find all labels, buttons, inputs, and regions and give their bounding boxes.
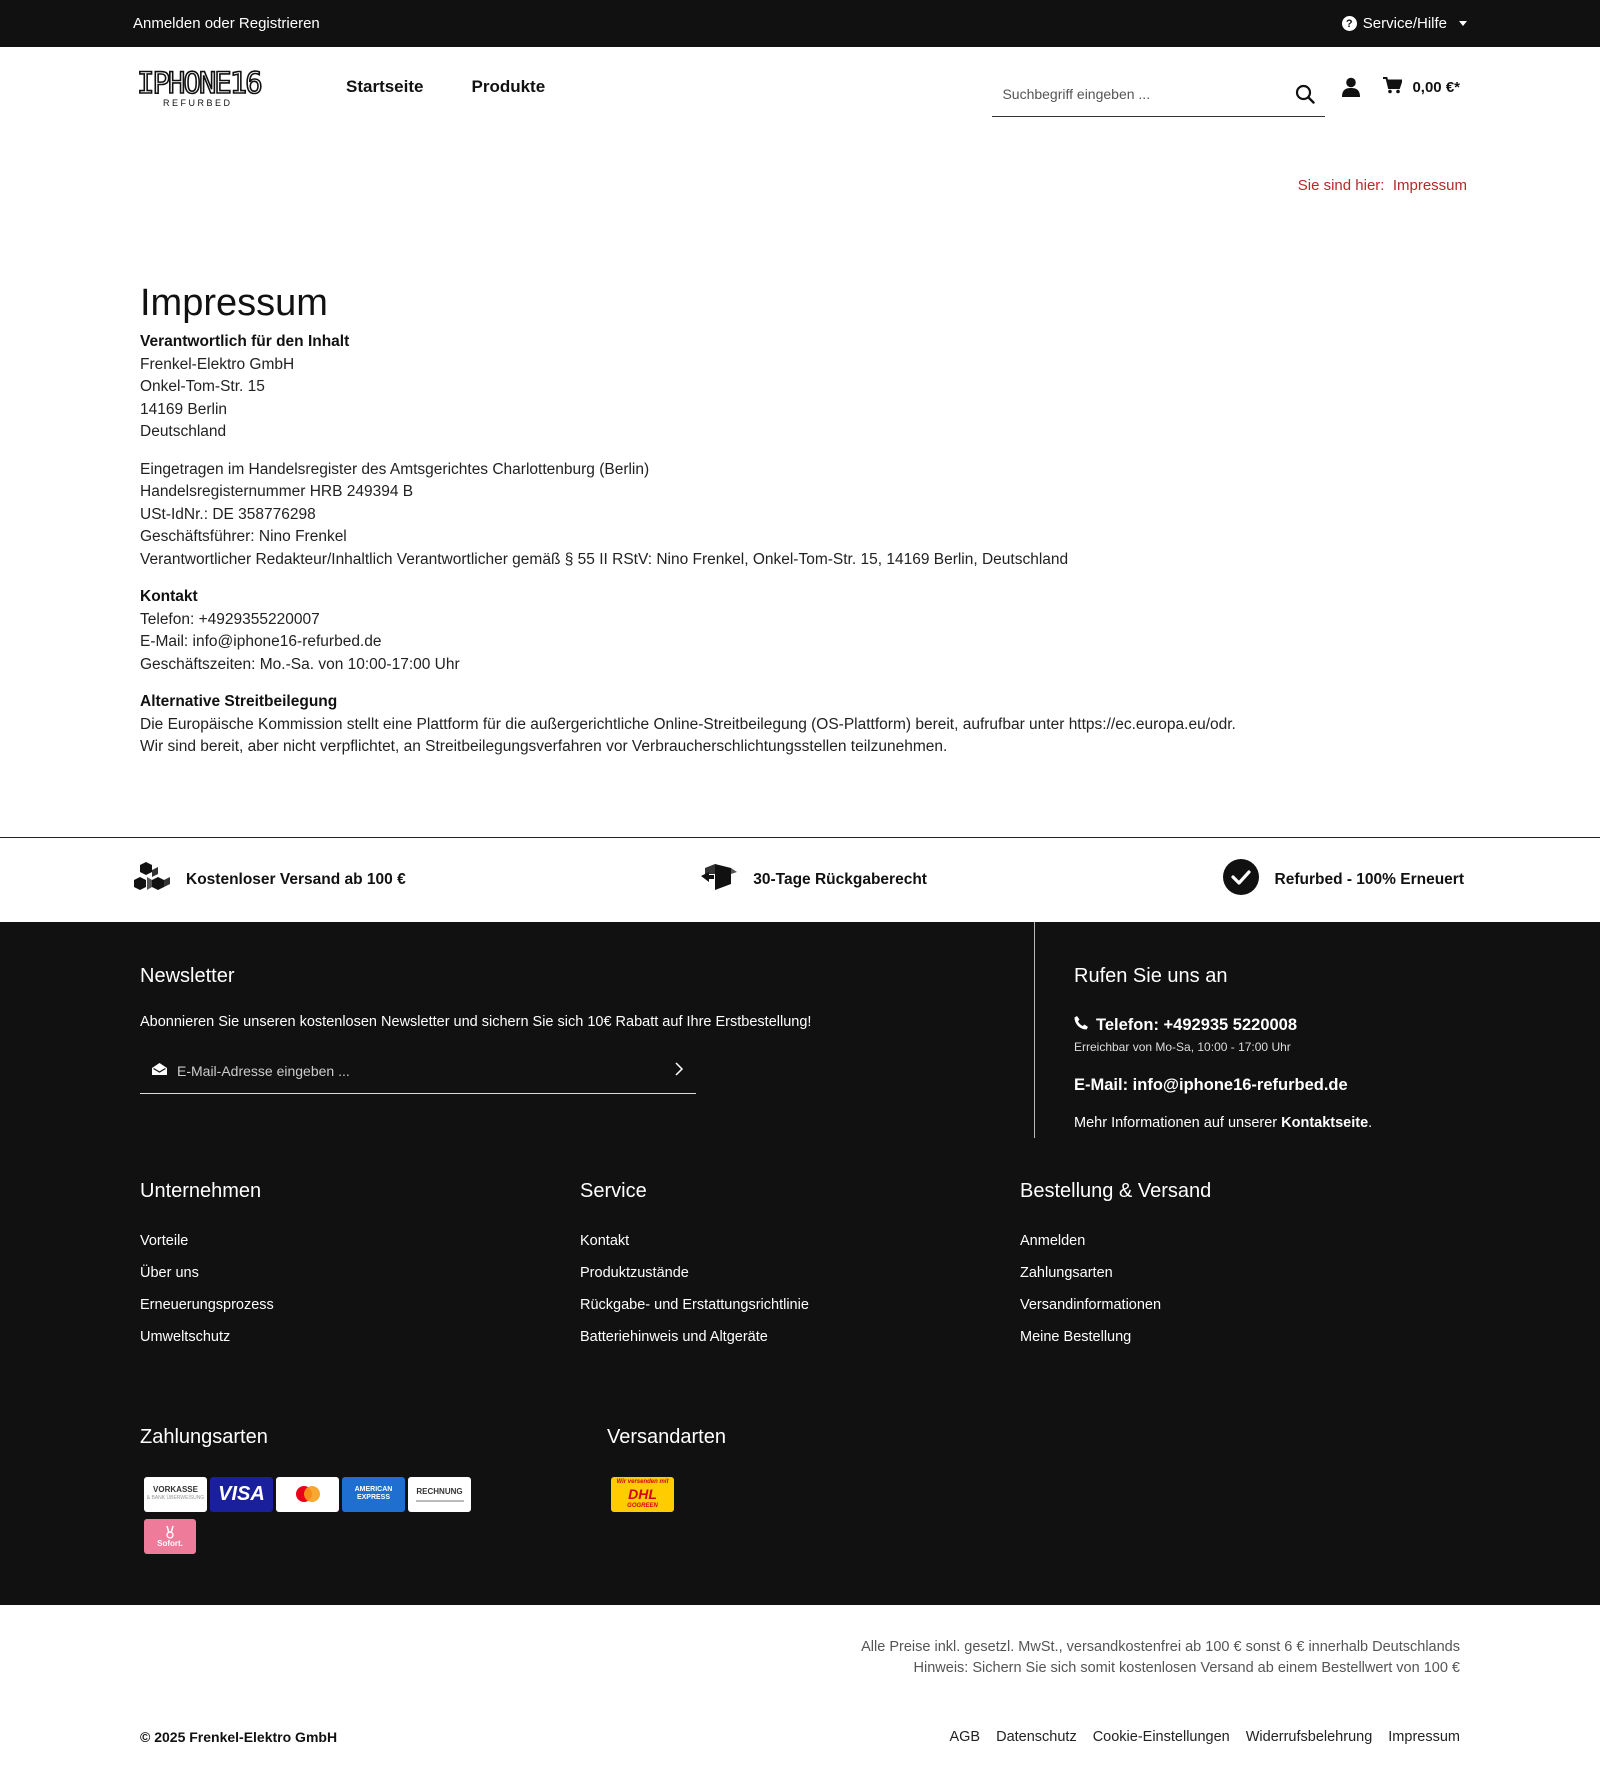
footer-link[interactable]: Vorteile — [140, 1232, 189, 1249]
footer-col-title: Unternehmen — [140, 1179, 262, 1202]
block-responsible — [140, 331, 1460, 444]
sofort-label: Sofort. — [157, 1538, 183, 1548]
payment-title: Zahlungsarten — [140, 1425, 268, 1448]
main-content — [140, 217, 1460, 759]
newsletter-email-input[interactable] — [177, 1063, 664, 1079]
footer-link[interactable]: Kontakt — [580, 1232, 630, 1249]
cart-total: 0,00 €* — [1412, 78, 1460, 96]
link-widerruf[interactable]: Widerrufsbelehrung — [1245, 1728, 1373, 1745]
service-help-dropdown[interactable] — [1342, 15, 1467, 32]
envelope-icon — [152, 1062, 167, 1080]
nav-produkte[interactable]: Produkte — [471, 77, 546, 96]
cart-icon — [1383, 77, 1402, 98]
search-input[interactable] — [1002, 86, 1295, 102]
price-notice — [140, 1605, 1460, 1679]
shipping-logos — [607, 1477, 967, 1512]
text-line: Frenkel-Elektro GmbH — [140, 355, 295, 373]
newsletter-title: Newsletter — [140, 964, 235, 987]
footer-link[interactable]: Rückgabe- und Erstattungsrichtlinie — [580, 1296, 809, 1313]
more-prefix: Mehr Informationen auf unserer — [1074, 1114, 1278, 1131]
text-line: Onkel-Tom-Str. 15 — [140, 378, 265, 395]
text-line: Telefon: +4929355220007 — [140, 610, 320, 628]
text-line: Eingetragen im Handelsregister des Amtsgerichtes Charlottenburg (Berlin) — [140, 460, 650, 478]
footer-link[interactable]: Erneuerungsprozess — [140, 1296, 274, 1313]
visa-logo: VISA — [210, 1477, 273, 1512]
site-logo[interactable] — [136, 65, 306, 109]
newsletter-text: Abonnieren Sie unseren kostenlosen Newsletter und sichern Sie sich 10€ Rabatt auf Ihre Erstbestellung! — [140, 1013, 812, 1030]
block-heading: Kontakt — [140, 588, 198, 605]
more-suffix: . — [1368, 1114, 1373, 1131]
login-register-link[interactable]: Anmelden oder Registrieren — [133, 15, 320, 32]
text-line: E-Mail: info@iphone16-refurbed.de — [140, 633, 382, 650]
footer-col-service — [580, 1180, 1020, 1361]
footer-link[interactable]: Versandinformationen — [1020, 1296, 1162, 1313]
text-line: USt-IdNr.: DE 358776298 — [140, 505, 316, 523]
footer-link[interactable]: Über uns — [140, 1264, 199, 1281]
logo-text: IPHONE16 — [137, 66, 261, 100]
text-line: Wir sind bereit, aber nicht verpflichtet, an Streitbeilegungsverfahren vor Verbraucherschlichtungsstellen teilzunehmen. — [140, 738, 948, 755]
user-account-icon[interactable] — [1341, 77, 1361, 97]
notice-line: Hinweis: Sichern Sie sich somit kostenlosen Versand ab einem Bestellwert von 100 € — [913, 1659, 1460, 1676]
mastercard-logo — [276, 1477, 339, 1512]
header — [0, 47, 1600, 127]
link-cookie-settings[interactable]: Cookie-Einstellungen — [1092, 1728, 1230, 1745]
vorkasse-label: VORKASSE — [153, 1485, 198, 1494]
caret-down-icon — [1459, 21, 1467, 26]
footer-link[interactable]: Umweltschutz — [140, 1328, 231, 1345]
chevron-right-icon[interactable] — [674, 1062, 684, 1081]
block-heading: Alternative Streitbeilegung — [140, 693, 338, 710]
breadcrumb-prefix: Sie sind hier: — [1297, 177, 1385, 194]
top-bar — [0, 0, 1600, 47]
check-circle-icon — [1223, 859, 1259, 900]
search-box — [992, 71, 1325, 117]
call-more-info — [1074, 1115, 1464, 1131]
shipping-methods — [607, 1426, 1007, 1512]
call-title: Rufen Sie uns an — [1074, 964, 1228, 987]
copyright: © 2025 Frenkel-Elektro GmbH — [140, 1728, 338, 1745]
text-line: Geschäftsführer: Nino Frenkel — [140, 528, 347, 545]
payment-methods — [140, 1426, 607, 1554]
boxes-icon — [134, 861, 170, 898]
vorkasse-logo — [144, 1477, 207, 1512]
return-box-icon — [701, 862, 737, 897]
text-line: Die Europäische Kommission stellt eine Plattform für die außergerichtliche Online-Streitbeilegung (OS-Plattform) bereit, aufrufbar unter https://ec.europa.eu/odr. — [140, 715, 1236, 733]
amex-logo: AMERICAN EXPRESS — [342, 1477, 405, 1512]
rechnung-logo — [408, 1477, 471, 1512]
features-band — [0, 837, 1600, 922]
footer-divider — [1034, 922, 1035, 1138]
phone-text: Telefon: +492935 5220008 — [1096, 1015, 1298, 1034]
text-line: Handelsregisternummer HRB 249394 B — [140, 483, 414, 500]
footer-link[interactable]: Meine Bestellung — [1020, 1328, 1132, 1345]
footer — [0, 922, 1600, 1605]
breadcrumb — [140, 127, 1467, 217]
nav-startseite[interactable]: Startseite — [346, 77, 424, 96]
block-dispute — [140, 691, 1460, 759]
call-hours: Erreichbar von Mo-Sa, 10:00 - 17:00 Uhr — [1074, 1039, 1291, 1054]
text-line: Deutschland — [140, 423, 227, 440]
block-heading: Verantwortlich für den Inhalt — [140, 333, 350, 350]
feature-return — [701, 862, 927, 897]
header-actions — [992, 64, 1460, 110]
block-registry — [140, 459, 1460, 572]
footer-columns — [140, 1180, 1460, 1361]
dhl-top: Wir versenden mit — [616, 1479, 669, 1485]
feature-label: Kostenloser Versand ab 100 € — [186, 870, 406, 888]
cart-button[interactable] — [1383, 77, 1460, 98]
call-phone[interactable] — [1074, 1016, 1464, 1035]
block-contact — [140, 586, 1460, 676]
call-email[interactable]: E-Mail: info@iphone16-refurbed.de — [1074, 1075, 1348, 1094]
rechnung-label: RECHNUNG — [416, 1486, 463, 1496]
question-icon: ? — [1342, 16, 1357, 31]
search-icon[interactable] — [1295, 84, 1315, 104]
shipping-title: Versandarten — [607, 1425, 726, 1448]
text-line: Verantwortlicher Redakteur/Inhaltlich Verantwortlicher gemäß § 55 II RStV: Nino Frenkel, Onkel-Tom-Str. 15, 14169 Berlin, Deutschland — [140, 550, 1069, 568]
sofort-logo — [144, 1519, 196, 1554]
dhl-sub: GOGREEN — [627, 1503, 658, 1509]
feature-free-shipping — [134, 861, 406, 898]
text-line: 14169 Berlin — [140, 400, 228, 418]
dhl-logo — [611, 1477, 674, 1512]
footer-link[interactable]: Produktzustände — [580, 1264, 689, 1281]
footer-link[interactable]: Anmelden — [1020, 1232, 1086, 1249]
phone-icon — [1074, 1016, 1088, 1035]
footer-col-bestellung — [1020, 1180, 1460, 1361]
legal-links — [949, 1729, 1460, 1745]
vorkasse-sub: & BANK ÜBERWEISUNG — [146, 1495, 205, 1501]
link-datenschutz[interactable]: Datenschutz — [996, 1728, 1077, 1745]
breadcrumb-current[interactable]: Impressum — [1392, 177, 1467, 194]
feature-label: 30-Tage Rückgaberecht — [753, 870, 927, 888]
page-title: Impressum — [140, 282, 328, 324]
footer-col-title: Bestellung & Versand — [1020, 1179, 1212, 1202]
bottom-bar — [0, 1605, 1600, 1769]
newsletter-section — [140, 965, 880, 1094]
service-help-label: Service/Hilfe — [1362, 15, 1447, 32]
call-section — [1074, 965, 1464, 1131]
footer-col-unternehmen — [140, 1180, 580, 1361]
footer-link[interactable]: Zahlungsarten — [1020, 1264, 1113, 1281]
main-nav — [346, 77, 545, 97]
link-impressum[interactable]: Impressum — [1388, 1728, 1460, 1745]
payment-logos — [140, 1477, 500, 1554]
contact-page-link[interactable]: Kontaktseite — [1281, 1114, 1369, 1131]
newsletter-form — [140, 1050, 696, 1094]
feature-refurbed — [1223, 859, 1465, 900]
footer-link[interactable]: Batteriehinweis und Altgeräte — [580, 1328, 768, 1345]
dhl-label: DHL — [628, 1486, 657, 1502]
footer-col-title: Service — [580, 1179, 647, 1202]
logo-subtext: R E F U R B E D — [163, 98, 231, 108]
feature-label: Refurbed - 100% Erneuert — [1274, 870, 1464, 888]
notice-line: Alle Preise inkl. gesetzl. MwSt., versandkostenfrei ab 100 € sonst 6 € innerhalb Deutschlands — [861, 1638, 1460, 1655]
link-agb[interactable]: AGB — [949, 1728, 981, 1745]
text-line: Geschäftszeiten: Mo.-Sa. von 10:00-17:00 Uhr — [140, 655, 460, 673]
